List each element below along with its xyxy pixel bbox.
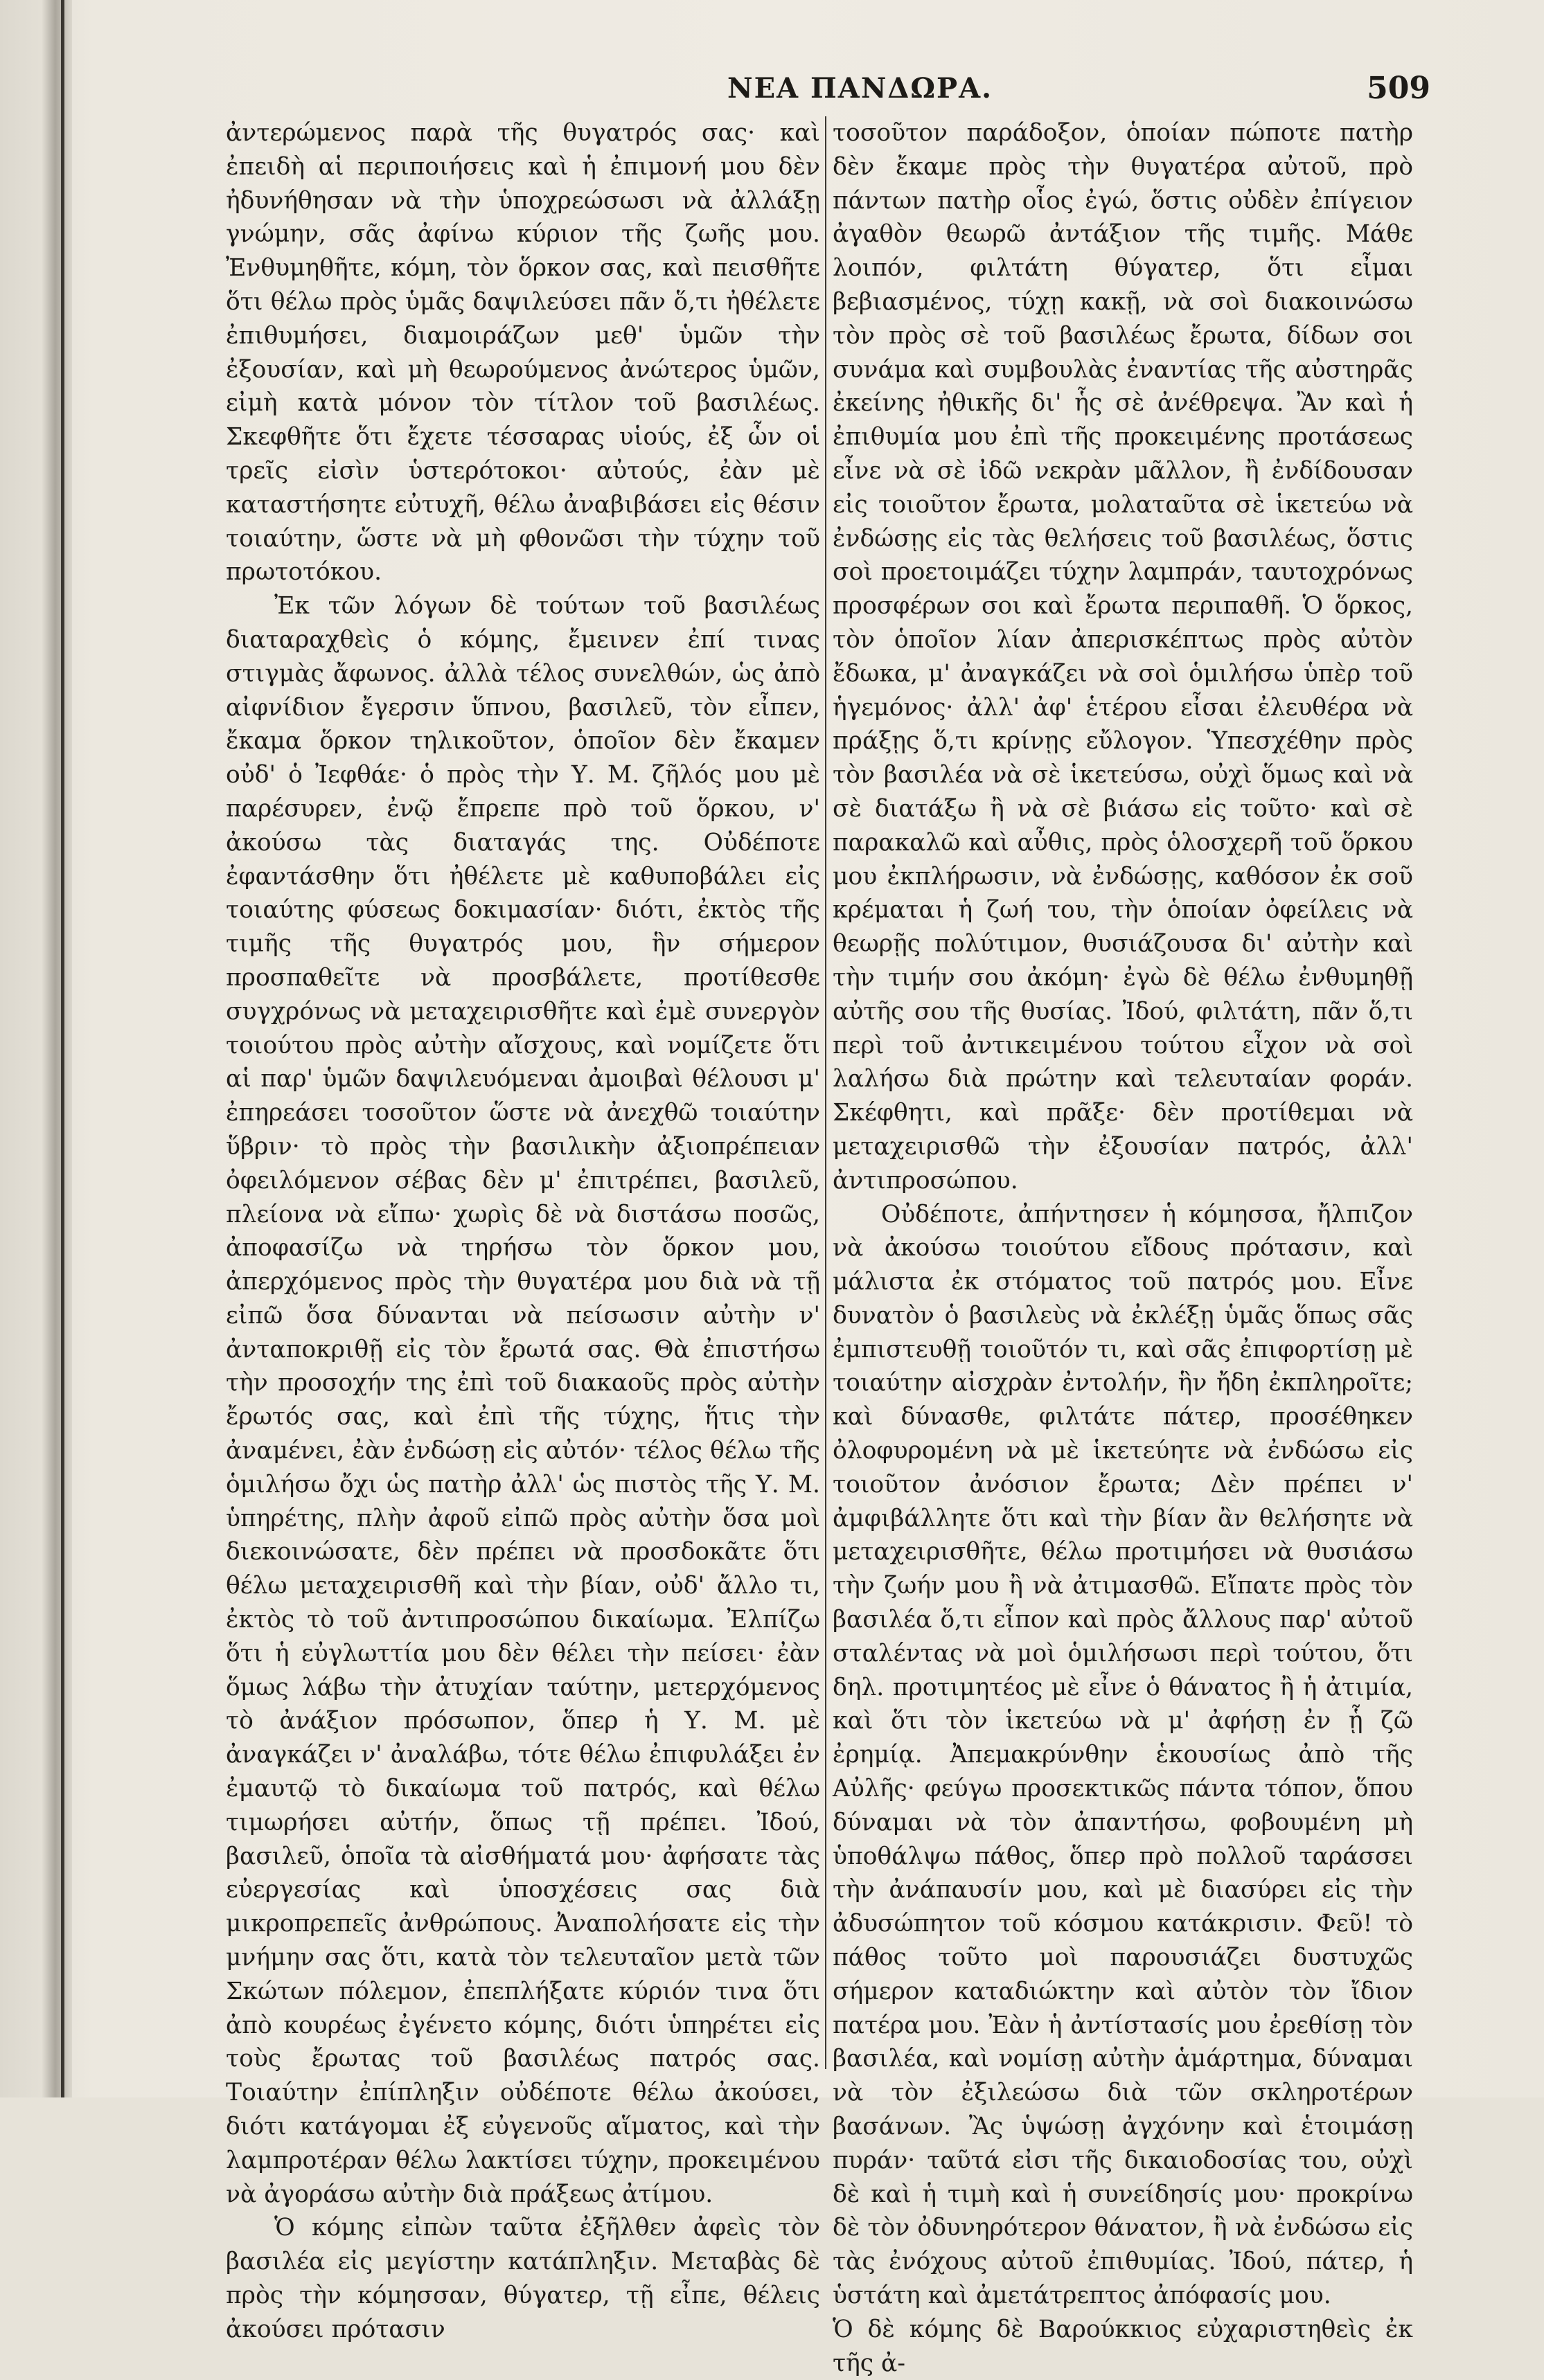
binding-shadow <box>42 0 72 2097</box>
right-paragraph-2: Οὐδέποτε, ἀπήντησεν ἡ κόμησσα, ἤλπιζον νὰ ἀκούσω τοιούτου εἴδους πρότασιν, καὶ μάλιστα ἐκ στόματος τοῦ πατρός μου. Εἶνε δυνατὸν ὁ βασιλεὺς νὰ ἐκλέξῃ ὑμᾶς ὅπως σᾶς ἐμπιστευθῇ τοιοῦτόν τι, καὶ σᾶς ἐπιφορτίσῃ μὲ τοιαύτην αἰσχρὰν ἐντολήν, ἣν ἤδη ἐκπληροῖτε; καὶ δύνασθε, φιλτάτε πάτερ, προσέθηκεν ὀλοφυρομένη νὰ μὲ ἱκετεύητε νὰ ἐνδώσω εἰς τοιοῦτον ἀνόσιον ἔρωτα; Δὲν πρέπει ν' ἀμφιβάλλητε ὅτι καὶ τὴν βίαν ἂν θελήσητε νὰ μεταχειρισθῆτε, θέλω προτιμήσει νὰ θυσιάσω τὴν ζωήν μου ἢ νὰ ἀτιμασθῶ. Εἴπατε πρὸς τὸν βασιλέα ὅ,τι εἶπον καὶ πρὸς ἄλλους παρ' αὐτοῦ σταλέντας νὰ μοὶ ὁμιλήσωσι περὶ τούτου, ὅτι δηλ. προτιμητέος μὲ εἶνε ὁ θάνατος ἢ ἡ ἀτιμία, καὶ ὅτι τὸν ἱκετεύω νὰ μ' ἀφήσῃ ἐν ᾗ ζῶ ἐρημίᾳ. Ἀπεμακρύνθην ἑκουσίως ἀπὸ τῆς Αὐλῆς· φεύγω προσεκτικῶς πάντα τόπον, ὅπου δύναμαι νὰ τὸν ἀπαντήσω, φοβουμένη μὴ ὑποθάλψω πάθος, ὅπερ πρὸ πολλοῦ ταράσσει τὴν ἀνάπαυσίν μου, καὶ μὲ διασύρει εἰς τὴν ἀδυσώπητον τοῦ κόσμου κατάκρισιν. Φεῦ! τὸ πάθος τοῦτο μοὶ παρουσιάζει δυστυχῶς σήμερον καταδιώκτην καὶ αὐτὸν τὸν ἴδιον πατέρα μου. Ἐὰν ἡ ἀντίστασίς μου ἐρεθίσῃ τὸν βασιλέα, καὶ νομίσῃ αὐτὴν ἁμάρτημα, δύναμαι νὰ τὸν ἐξιλεώσω διὰ τῶν σκληροτέρων βασάνων. Ἂς ὑψώσῃ ἀγχόνην καὶ ἑτοιμάσῃ πυράν· ταῦτά εἰσι τῆς δικαιοδοσίας του, οὐχὶ δὲ καὶ ἡ τιμὴ καὶ ἡ συνείδησίς μου· προκρίνω δὲ τὸν ὀδυνηρότερον θάνατον, ἢ νὰ ἐνδώσω εἰς τὰς ἐνόχους αὐτοῦ ἐπιθυμίας. Ἰδού, πάτερ, ἡ ὑστάτη καὶ ἀμετάτρεπτος ἀπόφασίς μου. <box>833 1200 1413 2309</box>
right-paragraph-3: Ὁ δὲ κόμης δὲ Βαρούκκιος εὐχαριστηθεὶς ἐκ τῆς ἀ- <box>833 2315 1413 2377</box>
page-header <box>229 72 1430 114</box>
binding-edge <box>61 0 64 2097</box>
right-column <box>833 116 1413 2377</box>
left-column <box>226 116 820 2343</box>
left-paragraph-2: Ἐκ τῶν λόγων δὲ τούτων τοῦ βασιλέως διαταραχθεὶς ὁ κόμης, ἔμεινεν ἐπί τινας στιγμὰς ἄφωνος. ἀλλὰ τέλος συνελθών, ὡς ἀπὸ αἰφνίδιον ἔγερσιν ὕπνου, βασιλεῦ, τὸν εἶπεν, ἔκαμα ὅρκον τηλικοῦτον, ὁποῖον δὲν ἔκαμεν οὐδ' ὁ Ἰεφθάε· ὁ πρὸς τὴν Υ. Μ. ζῆλός μου μὲ παρέσυρεν, ἐνῷ ἔπρεπε πρὸ τοῦ ὅρκου, ν' ἀκούσω τὰς διαταγάς της. Οὐδέποτε ἐφαντάσθην ὅτι ἠθέλετε μὲ καθυποβάλει εἰς τοιαύτης φύσεως δοκιμασίαν· διότι, ἐκτὸς τῆς τιμῆς τῆς θυγατρός μου, ἣν σήμερον προσπαθεῖτε νὰ προσβάλετε, προτίθεσθε συγχρόνως νὰ μεταχειρισθῆτε καὶ ἐμὲ συνεργὸν τοιούτου πρὸς αὐτὴν αἴσχους, καὶ νομίζετε ὅτι αἱ παρ' ὑμῶν δαψιλευόμεναι ἀμοιβαὶ θέλουσι μ' ἐπηρεάσει τοσοῦτον ὥστε νὰ ἀνεχθῶ τοιαύτην ὕβριν· τὸ πρὸς τὴν βασιλικὴν ἀξιοπρέπειαν ὀφειλόμενον σέβας δὲν μ' ἐπιτρέπει, βασιλεῦ, πλείονα νὰ εἴπω· χωρὶς δὲ νὰ διστάσω ποσῶς, ἀποφασίζω νὰ τηρήσω τὸν ὅρκον μου, ἀπερχόμενος πρὸς τὴν θυγατέρα μου διὰ νὰ τῇ εἰπῶ ὅσα δύνανται νὰ πείσωσιν αὐτὴν ν' ἀνταποκριθῇ εἰς τὸν ἔρωτά σας. Θὰ ἐπιστήσω τὴν προσοχήν της ἐπὶ τοῦ διακαοῦς πρὸς αὐτὴν ἔρωτός σας, καὶ ἐπὶ τῆς τύχης, ἥτις τὴν ἀναμένει, ἐὰν ἐνδώσῃ εἰς αὐτόν· τέλος θέλω τῆς ὁμιλήσω ὄχι ὡς πατὴρ ἀλλ' ὡς πιστὸς τῆς Υ. Μ. ὑπηρέτης, πλὴν ἀφοῦ εἰπῶ πρὸς αὐτὴν ὅσα μοὶ διεκοινώσατε, δὲν πρέπει νὰ προσδοκᾶτε ὅτι θέλω μεταχειρισθῆ καὶ τὴν βίαν, οὐδ' ἄλλο τι, ἐκτὸς τὸ τοῦ ἀντιπροσώπου δικαίωμα. Ἐλπίζω ὅτι ἡ εὐγλωττία μου δὲν θέλει τὴν πείσει· ἐὰν ὅμως λάβω τὴν ἀτυχίαν ταύτην, μετερχόμενος τὸ ἀνάξιον πρόσωπον, ὅπερ ἡ Υ. Μ. μὲ ἀναγκάζει ν' ἀναλάβω, τότε θέλω ἐπιφυλάξει ἐν ἐμαυτῷ τὸ δικαίωμα τοῦ πατρός, καὶ θέλω τιμωρήσει αὐτήν, ὅπως τῇ πρέπει. Ἰδού, βασιλεῦ, ὁποῖα τὰ αἰσθήματά μου· ἀφήσατε τὰς εὐεργεσίας καὶ ὑποσχέσεις σας διὰ μικροπρεπεῖς ἀνθρώπους. Ἀναπολήσατε εἰς τὴν μνήμην σας ὅτι, κατὰ τὸν τελευταῖον μετὰ τῶν Σκώτων πόλεμον, ἐπεπλήξατε κύριόν τινα ὅτι ἀπὸ κουρέως ἐγένετο κόμης, διότι ὑπηρέτει εἰς τοὺς ἔρωτας τοῦ βασιλέως πατρός σας. Τοιαύτην ἐπίπληξιν οὐδέποτε θέλω ἀκούσει, διότι κατάγομαι ἐξ εὐγενοῦς αἵματος, καὶ τὴν λαμπροτέραν θέλω λακτίσει τύχην, προκειμένου νὰ ἀγοράσω αὐτὴν διὰ πράξεως ἀτίμου. <box>226 592 820 2208</box>
column-divider <box>825 116 826 2069</box>
page-number: 509 <box>1367 71 1430 106</box>
running-title: ΝΕΑ ΠΑΝΔΩΡΑ. <box>727 72 993 105</box>
right-paragraph-1: τοσοῦτον παράδοξον, ὁποίαν πώποτε πατὴρ δὲν ἔκαμε πρὸς τὴν θυγατέρα αὐτοῦ, πρὸ πάντων πατὴρ οἷος ἐγώ, ὅστις οὐδὲν ἐπίγειον ἀγαθὸν θεωρῶ ἀντάξιον τῆς τιμῆς. Μάθε λοιπόν, φιλτάτη θύγατερ, ὅτι εἶμαι βεβιασμένος, τύχῃ κακῇ, νὰ σοὶ διακοινώσω τὸν πρὸς σὲ τοῦ βασιλέως ἔρωτα, δίδων σοι συνάμα καὶ συμβουλὰς ἐναντίας τῆς αὐστηρᾶς ἐκείνης ἠθικῆς δι' ἧς σὲ ἀνέθρεψα. Ἂν καὶ ἡ ἐπιθυμία μου ἐπὶ τῆς προκειμένης προτάσεως εἶνε νὰ σὲ ἰδῶ νεκρὰν μᾶλλον, ἢ ἐνδίδουσαν εἰς τοιοῦτον ἔρωτα, μολαταῦτα σὲ ἱκετεύω νὰ ἐνδώσῃς εἰς τὰς θελήσεις τοῦ βασιλέως, ὅστις σοὶ προετοιμάζει τύχην λαμπράν, ταυτοχρόνως προσφέρων σοι καὶ ἔρωτα περιπαθῆ. Ὁ ὅρκος, τὸν ὁποῖον λίαν ἀπερισκέπτως πρὸς αὐτὸν ἔδωκα, μ' ἀναγκάζει νὰ σοὶ ὁμιλήσω ὑπὲρ τοῦ ἡγεμόνος· ἀλλ' ἀφ' ἑτέρου εἶσαι ἐλευθέρα νὰ πράξῃς ὅ,τι κρίνῃς εὔλογον. Ὑπεσχέθην πρὸς τὸν βασιλέα νὰ σὲ ἱκετεύσω, οὐχὶ ὅμως καὶ νὰ σὲ διατάξω ἢ νὰ σὲ βιάσω εἰς τοῦτο· καὶ σὲ παρακαλῶ καὶ αὖθις, πρὸς ὁλοσχερῆ τοῦ ὅρκου μου ἐκπλήρωσιν, νὰ ἐνδώσῃς, καθόσον ἐκ σοῦ κρέμαται ἡ ζωή του, τὴν ὁποίαν ὀφείλεις νὰ θεωρῇς πολύτιμον, θυσιάζουσα δι' αὐτὴν καὶ τὴν τιμήν σου ἀκόμη· ἐγὼ δὲ θέλω ἐνθυμηθῇ αὐτῆς σου τῆς θυσίας. Ἰδού, φιλτάτη, πᾶν ὅ,τι περὶ τοῦ ἀντικειμένου τούτου εἶχον νὰ σοὶ λαλήσω διὰ πρώτην καὶ τελευταίαν φοράν. Σκέφθητι, καὶ πρᾶξε· δὲν προτίθεμαι νὰ μεταχειρισθῶ τὴν ἐξουσίαν πατρός, ἀλλ' ἀντιπροσώπου. <box>833 119 1413 1195</box>
left-paragraph-3: Ὁ κόμης εἰπὼν ταῦτα ἐξῆλθεν ἀφεὶς τὸν βασιλέα εἰς μεγίστην κατάπληξιν. Μεταβὰς δὲ πρὸς τὴν κόμησσαν, θύγατερ, τῇ εἶπε, θέλεις ἀκούσει πρότασιν <box>226 2214 820 2343</box>
left-paragraph-1: ἀντερώμενος παρὰ τῆς θυγατρός σας· καὶ ἐπειδὴ αἱ περιποιήσεις καὶ ἡ ἐπιμονή μου δὲν ἠδυνήθησαν νὰ τὴν ὑποχρεώσωσι νὰ ἀλλάξῃ γνώμην, σᾶς ἀφίνω κύριον τῆς ζωῆς μου. Ἐνθυμηθῆτε, κόμη, τὸν ὅρκον σας, καὶ πεισθῆτε ὅτι θέλω πρὸς ὑμᾶς δαψιλεύσει πᾶν ὅ,τι ἠθέλετε ἐπιθυμήσει, διαμοιράζων μεθ' ὑμῶν τὴν ἐξουσίαν, καὶ μὴ θεωρούμενος ἀνώτερος ὑμῶν, εἰμὴ κατὰ μόνον τὸν τίτλον τοῦ βασιλέως. Σκεφθῆτε ὅτι ἔχετε τέσσαρας υἱούς, ἐξ ὧν οἱ τρεῖς εἰσὶν ὑστερότοκοι· αὐτούς, ἐὰν μὲ καταστήσητε εὐτυχῆ, θέλω ἀναβιβάσει εἰς θέσιν τοιαύτην, ὥστε νὰ μὴ φθονῶσι τὴν τύχην τοῦ πρωτοτόκου. <box>226 119 820 587</box>
